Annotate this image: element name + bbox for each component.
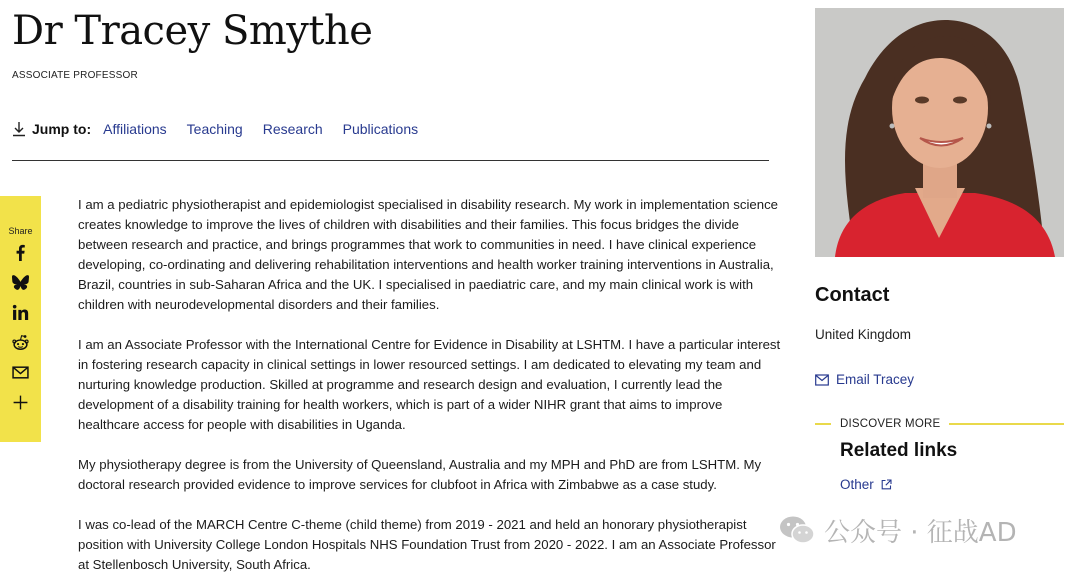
- share-more-button[interactable]: [11, 392, 31, 412]
- share-email-button[interactable]: [11, 362, 31, 382]
- arrow-down-icon: [12, 121, 26, 137]
- bio-paragraph: I am an Associate Professor with the International Centre for Evidence in Disability at LSHTM. I have a particular interest in fostering research capacity in clinical settings in lower resourced settings. I am dedicated to elevating my team and nurturing knowledge production. Skilled at programme and research design and evaluation, I currently lead the development of a disability training for health workers, which is part of a wider NIHR grant that aims to improve healthcare access for people with disabilities in Uganda.: [78, 337, 781, 432]
- external-link-icon: [881, 479, 892, 490]
- job-title: ASSOCIATE PROFESSOR: [12, 70, 138, 81]
- jump-link-research[interactable]: Research: [262, 121, 323, 137]
- bio-paragraph: I am a pediatric physiotherapist and epidemiologist specialised in disability research. My work in implementation science creates knowledge to improve the lives of children with disabilities and their families. This focus bridges the divide between research and practice, and brings programmes that work to communities in need. I have clinical experience developing, co-ordinating and delivering rehabilitation interventions and health worker training interventions in Australia, Brazil, countries in sub-Saharan Africa and the UK. I specialised in paediatric care, and my main clinical work is with children with neurodevelopmental disorders and their families.: [78, 197, 779, 312]
- bluesky-icon: [12, 274, 29, 291]
- bio-paragraph: I was co-lead of the MARCH Centre C-theme (child theme) from 2019 - 2021 and held an honorary physiotherapist position with University College London Hospitals NHS Foundation Trust from 2020 - 2022. I am an Associate Professor at Stellenbosch University, South Africa.: [78, 517, 776, 572]
- biography: [78, 195, 783, 573]
- discover-more-label: DISCOVER MORE: [840, 418, 941, 430]
- jump-link-teaching[interactable]: Teaching: [186, 121, 243, 137]
- divider-line: [815, 423, 831, 425]
- page-title: Dr Tracey Smythe: [12, 8, 373, 54]
- contact-country: United Kingdom: [815, 327, 912, 342]
- discover-more-divider: [815, 416, 1064, 432]
- bio-paragraph: My physiotherapy degree is from the University of Queensland, Australia and my MPH and PhD are from LSHTM. My doctoral research provided evidence to improve services for clubfoot in Africa with Zimbabwe as a case study.: [78, 457, 762, 492]
- email-link[interactable]: [815, 372, 914, 387]
- email-icon: [12, 364, 29, 381]
- share-bar: [0, 196, 41, 442]
- header-divider: [12, 160, 769, 161]
- facebook-icon: [12, 244, 29, 261]
- jump-link-publications[interactable]: Publications: [342, 121, 419, 137]
- share-reddit-button[interactable]: [11, 332, 31, 352]
- watermark-text: 公众号 · 征战AD: [824, 517, 1017, 548]
- share-label: Share: [8, 226, 33, 236]
- jump-to-nav: [12, 121, 438, 137]
- share-bluesky-button[interactable]: [11, 272, 31, 292]
- plus-icon: [12, 394, 29, 411]
- related-links-heading: Related links: [840, 440, 958, 461]
- linkedin-icon: [12, 304, 29, 321]
- jump-to-label: Jump to:: [32, 121, 92, 137]
- related-link-other[interactable]: [840, 477, 892, 492]
- share-facebook-button[interactable]: [11, 242, 31, 262]
- divider-line: [949, 423, 1064, 425]
- share-linkedin-button[interactable]: [11, 302, 31, 322]
- contact-heading: Contact: [815, 284, 890, 306]
- related-link-label: Other: [840, 477, 874, 492]
- wechat-icon: [778, 514, 816, 546]
- watermark: [778, 512, 1017, 548]
- profile-photo: [815, 8, 1064, 257]
- email-label: Email Tracey: [836, 372, 915, 387]
- envelope-icon: [815, 374, 829, 386]
- reddit-icon: [12, 334, 29, 351]
- jump-link-affiliations[interactable]: Affiliations: [103, 121, 167, 137]
